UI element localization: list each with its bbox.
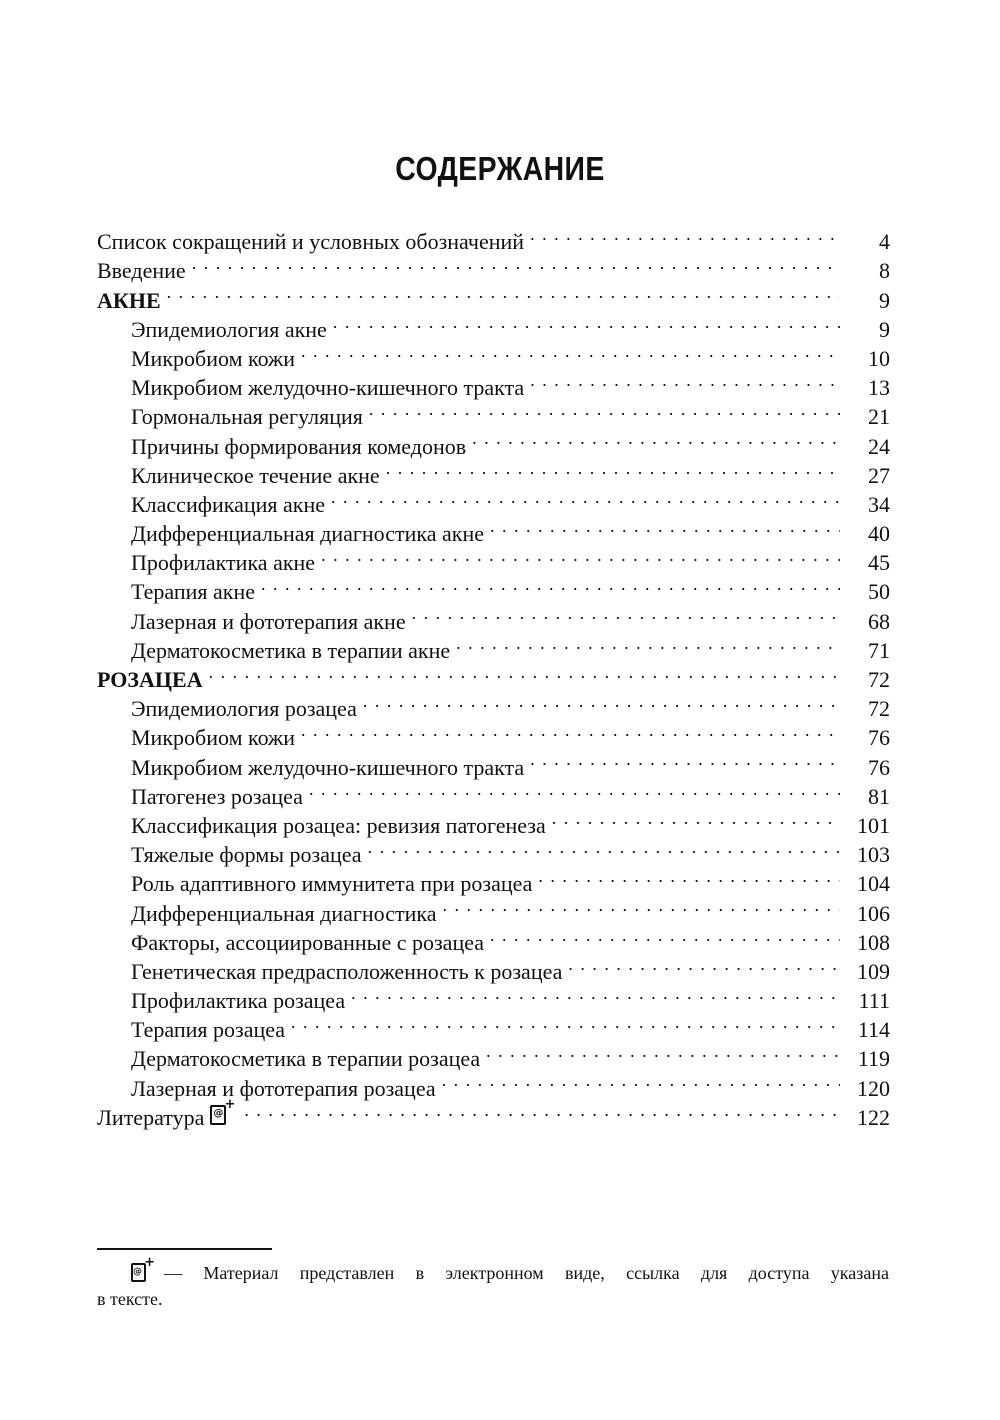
toc-entry[interactable] [97,658,890,692]
toc-entry-title: Лазерная и фототерапия розацеа [131,1075,436,1101]
dot-leader [530,745,840,774]
dot-leader [331,483,840,512]
toc-entry-title: Причины формирования комедонов [131,433,467,459]
footnote-text-2: в тексте. [97,1289,163,1309]
toc-entry-title: Классификация розацеа: ревизия патогенеза [131,812,546,838]
toc-page-number: 106 [857,900,890,926]
dot-leader [538,862,840,891]
toc-entry-title: Микробиом желудочно-кишечного тракта [131,375,525,401]
toc-page-number: 4 [879,229,890,255]
toc-page-number: 122 [857,1104,890,1130]
toc-entry-title: Эпидемиология акне [131,316,327,342]
toc-page-number: 103 [857,842,890,868]
toc-page-number: 8 [879,258,890,284]
toc-entry-title: Генетическая предрасположенность к розацеа [131,958,563,984]
dot-leader [301,337,840,366]
footnote-text-1: — Материал представлен в электронном виде, ссылка для доступа указана [164,1263,889,1283]
toc-entry-title: Факторы, ассоциированные с розацеа [131,929,485,955]
table-of-contents [97,220,890,1130]
toc-page-number: 24 [868,433,890,459]
dot-leader [209,658,840,687]
ebook-plus-icon: @ + [210,1105,226,1125]
toc-page-number: 71 [868,637,890,663]
toc-page-number: 72 [868,667,890,692]
toc-page-number: 109 [857,958,890,984]
dot-leader [486,1037,840,1066]
dot-leader [442,1066,840,1095]
page-title: СОДЕРЖАНИЕ [395,150,605,187]
toc-entry-title: АКНЕ [97,287,161,313]
toc-entry[interactable] [97,278,890,313]
toc-entry-title: Гормональная регуляция [131,404,363,430]
dot-leader [456,629,840,658]
toc-page-number: 68 [868,608,890,634]
toc-page-number: 81 [868,783,890,809]
toc-entry-title: Профилактика акне [131,550,316,576]
dot-leader [301,716,840,745]
ebook-plus-icon: @ + [131,1263,146,1282]
dot-leader [490,921,840,950]
dot-leader [490,512,840,541]
toc-entry-title: Список сокращений и условных обозначений [97,229,525,255]
dot-leader [443,891,841,920]
dot-leader [472,424,840,453]
toc-page-number: 104 [857,871,890,897]
toc-entry-title: Микробиом желудочно-кишечного тракта [131,754,525,780]
footnote-divider [97,1248,272,1250]
toc-page-number: 10 [868,345,890,371]
toc-entry-title: Эпидемиология розацеа [131,696,357,722]
toc-entry-title: Литература [97,1104,205,1130]
dot-leader [369,395,840,424]
dot-leader [351,979,840,1008]
toc-entry-title: Роль адаптивного иммунитета при розацеа [131,871,533,897]
toc-entry-title: Терапия розацеа [131,1017,286,1043]
toc-entry-title: Клиническое течение акне [131,462,380,488]
toc-entry-title: Микробиом кожи [131,725,295,751]
toc-entry-title: Дифференциальная диагностика [131,900,437,926]
toc-page-number: 72 [868,696,890,722]
toc-entry-title: Профилактика розацеа [131,988,346,1014]
dot-leader [530,366,840,395]
toc-page-number: 50 [868,579,890,605]
toc-entry-title: Патогенез розацеа [131,783,303,809]
toc-page-number: 108 [857,929,890,955]
toc-entry-title: Тяжелые формы розацеа [131,842,362,868]
dot-leader [167,278,840,307]
toc-entry-title: Дерматокосметика в терапии акне [131,637,451,663]
toc-page-number: 76 [868,725,890,751]
toc-entry[interactable] [97,308,890,342]
toc-entry-title: Дерматокосметика в терапии розацеа [131,1046,481,1072]
toc-page-number: 21 [868,404,890,430]
dot-leader [552,804,840,833]
toc-page-number: 40 [868,521,890,547]
toc-page-number: 45 [868,550,890,576]
dot-leader [309,775,840,804]
footnote-line-1 [97,1255,889,1286]
dot-leader [363,687,840,716]
dot-leader [386,454,840,483]
toc-entry-title: Микробиом кожи [131,345,295,371]
toc-entry-title: Введение [97,258,186,284]
dot-leader [261,570,840,599]
toc-entry-title: Дифференциальная диагностика акне [131,521,484,547]
toc-page-number: 101 [857,812,890,838]
toc-page-number: 111 [858,988,890,1014]
dot-leader [244,1096,840,1125]
dot-leader [333,308,840,337]
dot-leader [321,541,840,570]
footnote [97,1255,889,1312]
dot-leader [530,220,840,249]
toc-entry-title: Классификация акне [131,491,326,517]
toc-entry[interactable] [97,249,890,284]
toc-entry[interactable] [97,687,890,722]
toc-page-number: 9 [879,287,890,313]
toc-entry[interactable] [97,220,890,255]
toc-page-number: 34 [868,491,890,517]
toc-page-number: 119 [857,1046,890,1072]
dot-leader [192,249,840,278]
dot-leader [568,950,840,979]
toc-page-number: 114 [857,1017,890,1043]
toc-page-number: 76 [868,754,890,780]
toc-entry-title: Лазерная и фототерапия акне [131,608,406,634]
dot-leader [368,833,840,862]
toc-page-number: 120 [857,1075,890,1101]
toc-entry-title: РОЗАЦЕА [97,667,203,692]
toc-page-number: 27 [868,462,890,488]
toc-page-number: 9 [879,316,890,342]
dot-leader [291,1008,840,1037]
toc-page-number: 13 [868,375,890,401]
dot-leader [412,599,840,628]
toc-entry-title: Терапия акне [131,579,255,605]
